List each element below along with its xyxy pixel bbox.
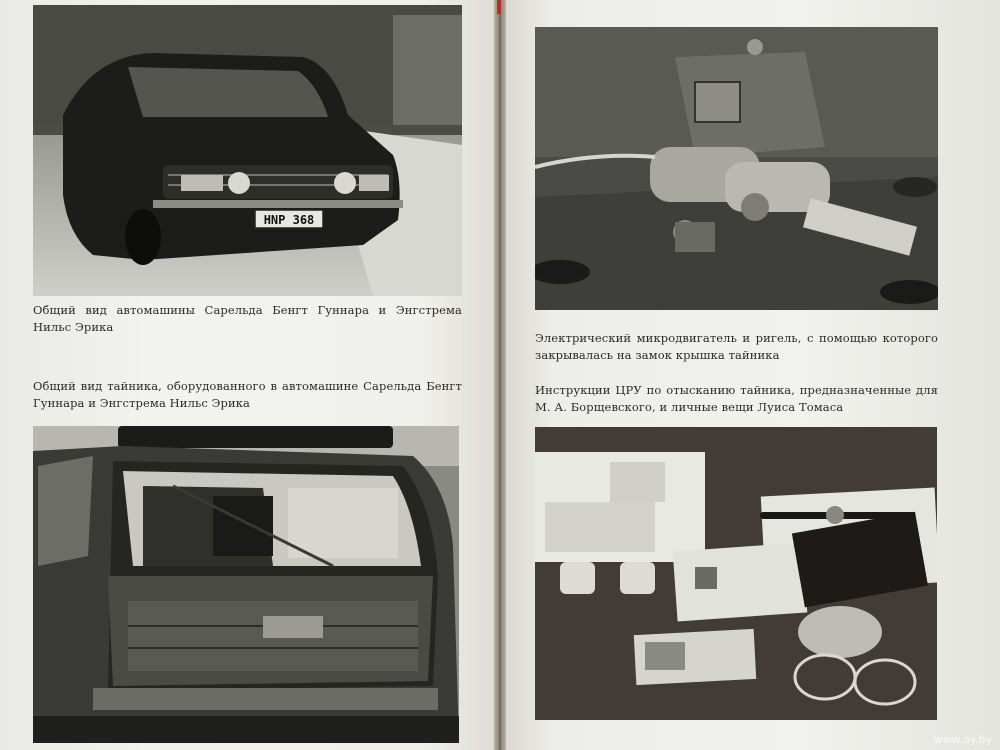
- book-cover-edge: [497, 0, 501, 14]
- motor-image: [535, 27, 938, 310]
- personal-items-image: [535, 427, 937, 720]
- personal-items-photo: [535, 427, 937, 720]
- caption-cia-instructions: [535, 382, 938, 416]
- car-front-image: [33, 5, 462, 296]
- car-trunk-image: [33, 426, 459, 743]
- caption-hiding-place: [33, 378, 462, 412]
- caption-car-front: [33, 302, 462, 336]
- caption-cia-instructions-text: Инструкции ЦРУ по отысканию тайника, предназначенные для М. А. Борщевского, и личные вещи Луиса Томаса: [535, 383, 938, 414]
- caption-car-front-text: Общий вид автомашины Сарельда Бенгт Гуннара и Энгстрема Нильс Эрика: [33, 303, 462, 334]
- car-trunk-photo: [33, 426, 459, 743]
- license-plate: HNP 368: [263, 213, 315, 227]
- car-front-photo: [33, 5, 462, 296]
- motor-photo: [535, 27, 938, 310]
- caption-motor: [535, 330, 938, 364]
- watermark: www.ay.by: [933, 733, 992, 746]
- book-spine: [494, 0, 506, 750]
- caption-hiding-place-text: Общий вид тайника, оборудованного в автомашине Сарельда Бенгт Гуннара и Энгстрема Нильс Эрика: [33, 379, 462, 410]
- caption-motor-text: Электрический микродвигатель и ригель, с помощью которого закрывалась на замок крышка тайника: [535, 331, 938, 362]
